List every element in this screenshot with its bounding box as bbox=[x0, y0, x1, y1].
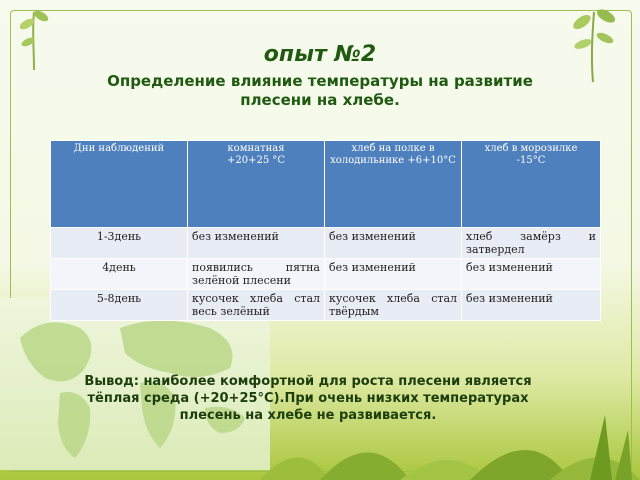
row-day: 5-8день bbox=[51, 290, 188, 321]
experiment-subtitle bbox=[0, 72, 640, 110]
cell-room: кусочек хлеба стал весь зелёный bbox=[188, 290, 325, 321]
subtitle-line-1: Определение влияние температуры на развитие bbox=[107, 72, 533, 90]
table-header-row bbox=[51, 141, 601, 228]
cell-fridge: кусочек хлеба стал твёрдым bbox=[325, 290, 462, 321]
subtitle-line-2: плесени на хлебе. bbox=[240, 91, 400, 109]
row-day: 4день bbox=[51, 259, 188, 290]
conclusion-text: Вывод: наиболее комфортной для роста плесени является тёплая среда (+20+25°С).При очень низких температурах плесень на хлебе не развивается. bbox=[84, 374, 532, 423]
cell-room: появились пятна зелёной плесени bbox=[188, 259, 325, 290]
header-freezer: хлеб в морозилке -15°С bbox=[462, 141, 601, 228]
row-day: 1-3день bbox=[51, 228, 188, 259]
header-fridge: хлеб на полке в холодильнике +6+10°С bbox=[325, 141, 462, 228]
table-row bbox=[51, 259, 601, 290]
table-row bbox=[51, 290, 601, 321]
cell-room: без изменений bbox=[188, 228, 325, 259]
cell-freezer: без изменений bbox=[462, 290, 601, 321]
observation-table bbox=[50, 140, 601, 321]
cell-fridge: без изменений bbox=[325, 228, 462, 259]
cell-fridge: без изменений bbox=[325, 259, 462, 290]
cell-freezer: без изменений bbox=[462, 259, 601, 290]
experiment-title: опыт №2 bbox=[263, 42, 377, 67]
header-days: Дни наблюдений bbox=[51, 141, 188, 228]
cell-freezer: хлеб замёрз и затвердел bbox=[462, 228, 601, 259]
table-row bbox=[51, 228, 601, 259]
header-room: комнатная +20+25 °С bbox=[188, 141, 325, 228]
